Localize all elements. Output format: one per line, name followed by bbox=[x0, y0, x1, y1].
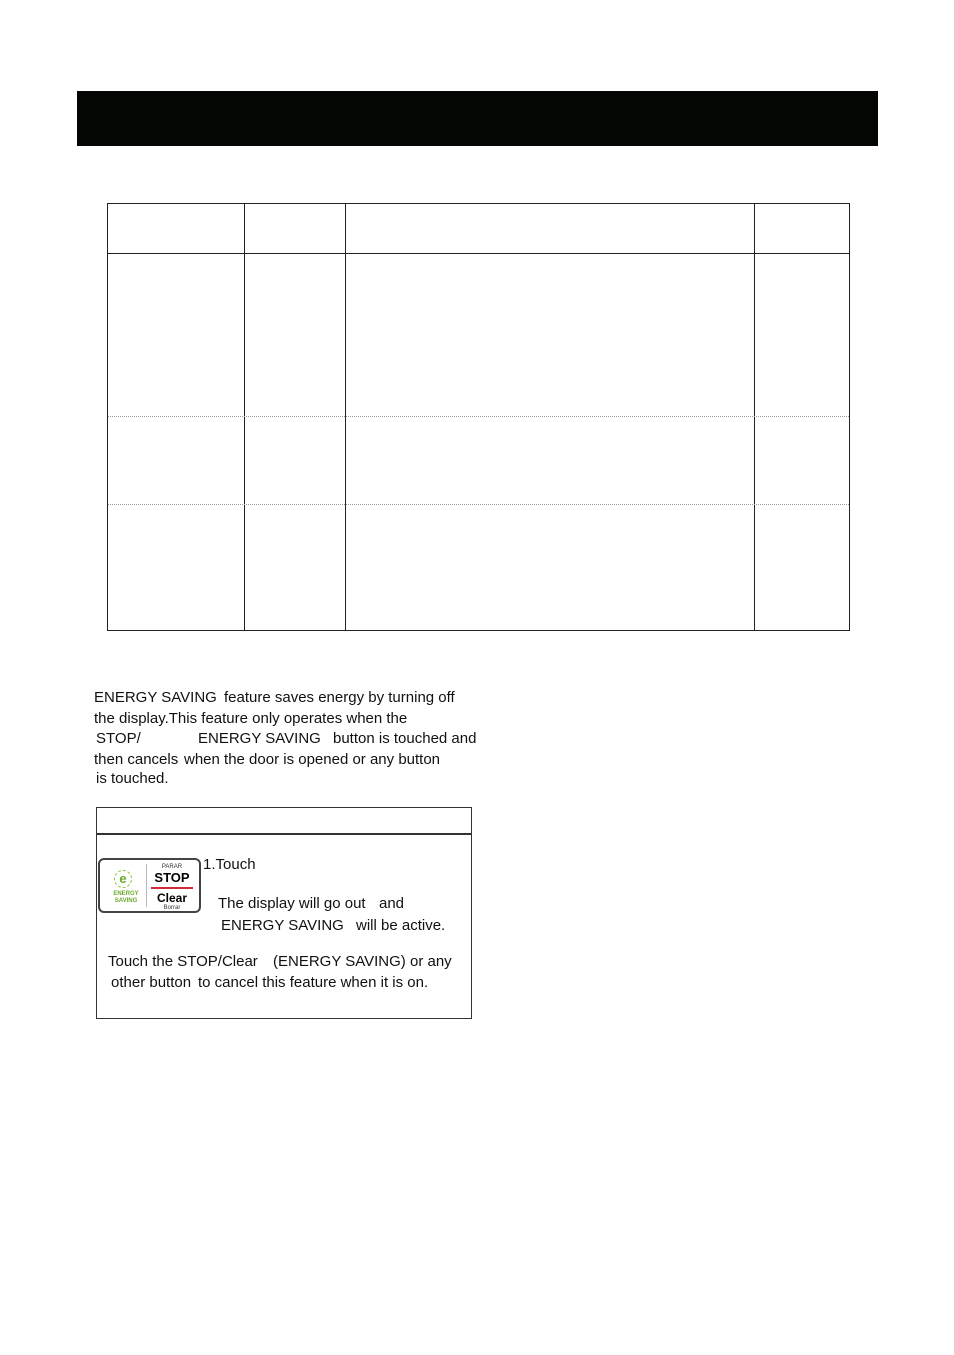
spec-table bbox=[107, 203, 850, 631]
cancel-text: to cancel this feature when it is on. bbox=[198, 974, 429, 991]
table-column-divider bbox=[345, 204, 346, 630]
energy-saving-label-line: SAVING bbox=[114, 898, 138, 904]
intro-text: is touched. bbox=[96, 770, 169, 787]
intro-text: then cancels bbox=[94, 751, 179, 768]
energy-saving-label-line: ENERGY bbox=[113, 891, 139, 897]
energy-saving-leaf-icon: e bbox=[114, 870, 132, 888]
intro-text: button is touched and bbox=[333, 730, 477, 747]
result-text: and bbox=[379, 895, 405, 912]
result-text: will be active. bbox=[356, 917, 446, 934]
result-term: ENERGY SAVING bbox=[221, 917, 344, 934]
intro-term: ENERGY SAVING bbox=[94, 689, 217, 706]
table-column-divider bbox=[244, 204, 245, 630]
table-header-divider bbox=[108, 253, 849, 254]
result-text: The display will go out bbox=[218, 895, 366, 912]
cancel-text: other button bbox=[111, 974, 192, 991]
step-1-text: 1.Touch bbox=[203, 856, 256, 873]
intro-text: the display.This feature only operates when the bbox=[94, 710, 408, 727]
clear-label: Clear bbox=[156, 891, 188, 905]
stop-label: STOP bbox=[154, 870, 190, 885]
borrar-label: Borrar bbox=[163, 905, 181, 911]
table-row-divider bbox=[108, 416, 849, 417]
howto-title-rule bbox=[97, 833, 471, 835]
intro-text: feature saves energy by turning off bbox=[224, 689, 455, 706]
table-column-divider bbox=[754, 204, 755, 630]
intro-term: ENERGY SAVING bbox=[198, 730, 321, 747]
stop-clear-button-icon bbox=[98, 858, 201, 913]
intro-text: when the door is opened or any button bbox=[184, 751, 441, 768]
intro-text: STOP/ bbox=[96, 730, 141, 747]
energy-saving-label bbox=[110, 891, 142, 905]
table-row-divider bbox=[108, 504, 849, 505]
cancel-text: Touch the STOP/Clear bbox=[108, 953, 258, 970]
section-header-bar bbox=[77, 91, 878, 146]
stop-underline bbox=[151, 887, 193, 889]
parar-label: PARAR bbox=[161, 864, 183, 870]
cancel-text: (ENERGY SAVING) or any bbox=[273, 953, 452, 970]
